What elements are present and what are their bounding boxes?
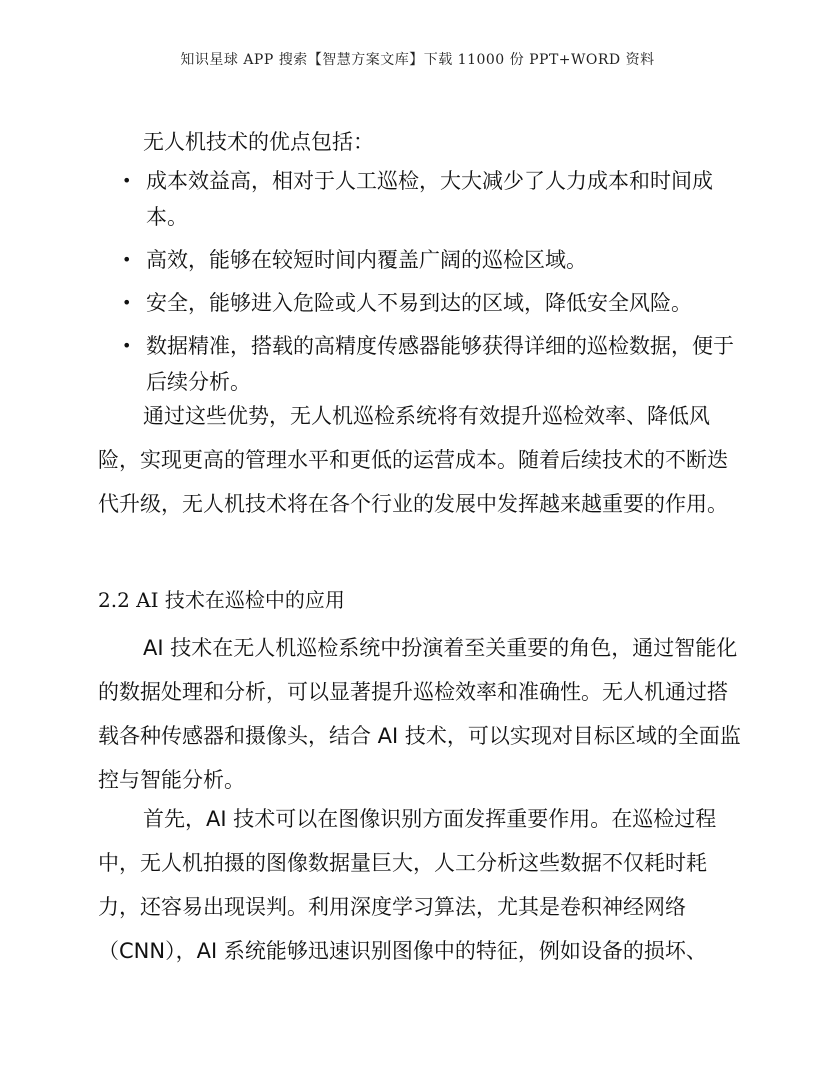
- list-item-text: 高效，能够在较短时间内覆盖广阔的巡检区域。: [146, 248, 587, 272]
- list-item: [118, 163, 748, 235]
- bullet-icon: •: [122, 171, 132, 190]
- list-item: [118, 242, 748, 278]
- intro-line: 无人机技术的优点包括：: [143, 130, 374, 154]
- bullet-icon: •: [122, 250, 132, 269]
- list-item-text: 数据精准，搭载的高精度传感器能够获得详细的巡检数据，便于后续分析。: [146, 334, 734, 394]
- paragraph-ai-role: AI 技术在无人机巡检系统中扮演着至关重要的角色，通过智能化的数据处理和分析，可以显著提升巡检效率和准确性。无人机通过搭载各种传感器和摄像头，结合 AI 技术，可以实现对目标区域的全面监控与智能分析。: [98, 636, 741, 792]
- list-item: [118, 328, 748, 400]
- advantages-list: [118, 163, 748, 407]
- bullet-icon: •: [122, 293, 132, 312]
- paragraph-advantages-summary: 通过这些优势，无人机巡检系统将有效提升巡检效率、降低风险，实现更高的管理水平和更低的运营成本。随着后续技术的不断迭代升级，无人机技术将在各个行业的发展中发挥越来越重要的作用。: [98, 404, 728, 516]
- list-item-text: 成本效益高，相对于人工巡检，大大减少了人力成本和时间成本。: [146, 169, 713, 229]
- page-header: 知识星球 APP 搜索【智慧方案文库】下载 11000 份 PPT+WORD 资料: [180, 52, 655, 68]
- section-heading: 2.2 AI 技术在巡检中的应用: [98, 588, 345, 612]
- list-item: [118, 285, 748, 321]
- bullet-icon: •: [122, 336, 132, 355]
- list-item-text: 安全，能够进入危险或人不易到达的区域，降低安全风险。: [146, 291, 692, 315]
- paragraph-image-recognition: 首先，AI 技术可以在图像识别方面发挥重要作用。在巡检过程中，无人机拍摄的图像数据量巨大，人工分析这些数据不仅耗时耗力，还容易出现误判。利用深度学习算法，尤其是卷积神经网络（CNN），AI 系统能够迅速识别图像中的特征，例如设备的损坏、: [98, 807, 717, 963]
